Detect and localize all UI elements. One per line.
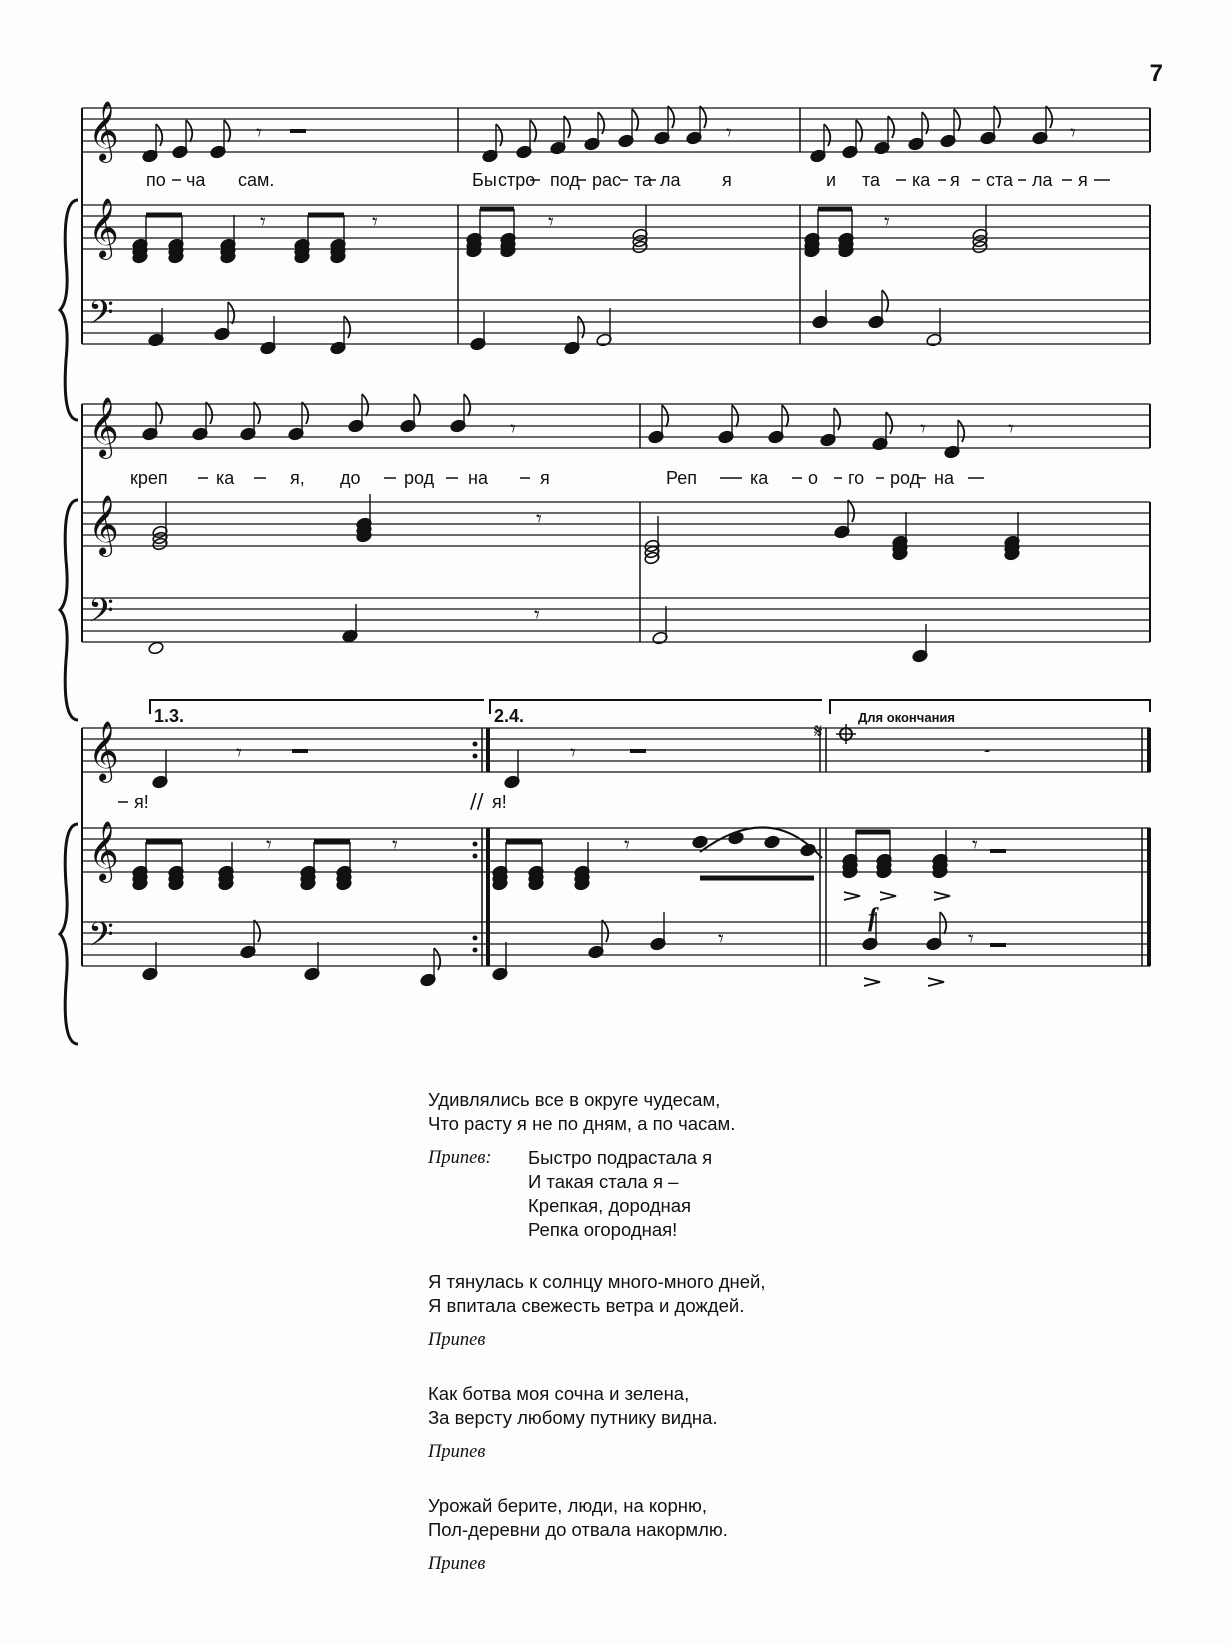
- verse-2: [428, 1270, 948, 1318]
- lyric-hyphens: [118, 180, 1110, 813]
- refrain-reference: Припев: [428, 1330, 486, 1350]
- lyric-syllable: до: [340, 468, 361, 488]
- rest: 𝄾: [534, 603, 540, 628]
- lyric-syllable: ка: [912, 170, 931, 190]
- rest: 𝄾: [920, 417, 926, 442]
- refrain-lines: [528, 1146, 712, 1242]
- lyric-syllable: о: [808, 468, 819, 488]
- rest: 𝄾: [624, 833, 630, 858]
- refrain-block: [428, 1146, 948, 1242]
- lyric-syllable: род: [404, 468, 435, 488]
- page-number: 7: [1149, 60, 1163, 87]
- rest: 𝄾: [726, 121, 732, 146]
- staff-lines: [82, 108, 1150, 966]
- treble-clef-icon: 𝄞: [88, 101, 119, 161]
- segno-sign: 𝄋: [814, 719, 823, 743]
- ending-label: Для окончания: [858, 710, 955, 725]
- volta-label-1: 1.3.: [154, 706, 185, 726]
- rest: 𝄾: [548, 210, 554, 235]
- piano-brace-3: [60, 824, 78, 1044]
- lyric-syllable: и: [826, 170, 837, 190]
- lyric-syllable: ла: [660, 170, 681, 190]
- rest: 𝄾: [392, 833, 398, 858]
- lyric-syllable: ла: [1032, 170, 1053, 190]
- verse-line: Удивлялись все в округе чудесам,: [428, 1089, 721, 1110]
- accent-mark: [928, 978, 944, 986]
- lyric-syllable: я!: [134, 792, 149, 812]
- note-head: [148, 641, 165, 655]
- lyric-syllable: ка: [750, 468, 769, 488]
- refrain-line: Крепкая, дородная: [528, 1195, 692, 1216]
- rest: 𝄾: [718, 927, 724, 952]
- rest: 𝄾: [570, 741, 576, 766]
- lyric-syllable: на: [934, 468, 954, 488]
- lyric-syllable: та: [862, 170, 881, 190]
- lyric-syllable: стро: [498, 170, 536, 190]
- rest: 𝄾: [236, 741, 242, 766]
- accent-mark: [844, 892, 860, 900]
- verse-line: Урожай берите, люди, на корню,: [428, 1495, 707, 1516]
- lyric-syllable: креп: [130, 468, 168, 488]
- rest: 𝄾: [260, 210, 266, 235]
- breath-slash: //: [470, 789, 484, 813]
- rest: 𝄾: [1070, 121, 1076, 146]
- piano-brace-2: [60, 500, 78, 720]
- refrain-line: И такая стала я –: [528, 1171, 679, 1192]
- lyrics-line-3: [134, 792, 507, 812]
- lyric-syllable: ча: [186, 170, 206, 190]
- refrain-reference: Припев: [428, 1442, 486, 1462]
- lyric-syllable: Реп: [666, 468, 697, 488]
- lyric-syllable: я: [722, 170, 732, 190]
- accent-mark: [864, 978, 880, 986]
- rest: 𝄾: [1008, 417, 1014, 442]
- dynamic-forte: f: [868, 903, 877, 932]
- rest: 𝄾: [884, 210, 890, 235]
- rest: 𝄾: [256, 121, 262, 146]
- lyric-syllable: я!: [492, 792, 507, 812]
- rest: 𝄾: [372, 210, 378, 235]
- lyric-syllable: на: [468, 468, 488, 488]
- lyric-syllable: го: [848, 468, 865, 488]
- verse-line: Пол-деревни до отвала накормлю.: [428, 1519, 728, 1540]
- fermata-rest: 𝄼: [984, 743, 991, 762]
- piano-brace-1: [60, 200, 78, 420]
- barlines: [82, 108, 1150, 966]
- volta-bracket-1: [150, 700, 484, 726]
- verse-line: За версту любому путнику видна.: [428, 1407, 718, 1428]
- accent-mark: [934, 892, 950, 900]
- refrain-line: Репка огородная!: [528, 1219, 678, 1240]
- verse-line: Я впитала свежесть ветра и дождей.: [428, 1295, 745, 1316]
- refrain-reference: Припев: [428, 1554, 486, 1574]
- lyric-syllable: я: [1078, 170, 1088, 190]
- lyric-syllable: Бы: [472, 170, 497, 190]
- volta-bracket-2: [490, 700, 822, 726]
- rest: 𝄾: [266, 833, 272, 858]
- note-head: [764, 835, 781, 849]
- lyrics-line-2: [130, 468, 955, 488]
- accent-mark: [880, 892, 896, 900]
- lyric-syllable: я,: [290, 468, 305, 488]
- treble-clef-icon: 𝄞: [88, 821, 119, 881]
- refrain-label: Припев:: [428, 1148, 492, 1168]
- refrain-line: Быстро подрастала я: [528, 1147, 713, 1168]
- treble-clef-icon: 𝄞: [88, 721, 119, 781]
- lyrics-line-1: [146, 170, 1088, 190]
- verse-line: Я тянулась к солнцу много-много дней,: [428, 1271, 766, 1292]
- lyric-syllable: ста: [986, 170, 1014, 190]
- ending-bracket: [814, 700, 1150, 744]
- lyric-syllable: сам.: [238, 170, 275, 190]
- clefs: [88, 101, 119, 962]
- verse-1: [428, 1088, 948, 1136]
- lyric-syllable: рас: [592, 170, 622, 190]
- lyric-syllable: род: [890, 468, 921, 488]
- bass-clef-icon: 𝄢: [88, 916, 114, 962]
- verse-line: Как ботва моя сочна и зелена,: [428, 1383, 690, 1404]
- verse-4: [428, 1494, 948, 1542]
- treble-clef-icon: 𝄞: [88, 495, 119, 555]
- lyrics-verses: [428, 1088, 948, 1606]
- treble-clef-icon: 𝄞: [88, 397, 119, 457]
- rest: 𝄾: [972, 833, 978, 858]
- lyric-syllable: я: [950, 170, 960, 190]
- lyric-syllable: по: [146, 170, 166, 190]
- treble-clef-icon: 𝄞: [88, 198, 119, 258]
- lyric-syllable: под: [550, 170, 580, 190]
- lyric-syllable: ка: [216, 468, 235, 488]
- verse-line: Что расту я не по дням, а по часам.: [428, 1113, 736, 1134]
- volta-label-2: 2.4.: [494, 706, 525, 726]
- bass-clef-icon: 𝄢: [88, 592, 114, 638]
- lyric-syllable: та: [634, 170, 653, 190]
- bass-clef-icon: 𝄢: [88, 294, 114, 340]
- rest: 𝄾: [968, 927, 974, 952]
- rest: 𝄾: [536, 507, 542, 532]
- verse-3: [428, 1382, 948, 1430]
- rest: 𝄾: [510, 417, 516, 442]
- lyric-syllable: я: [540, 468, 550, 488]
